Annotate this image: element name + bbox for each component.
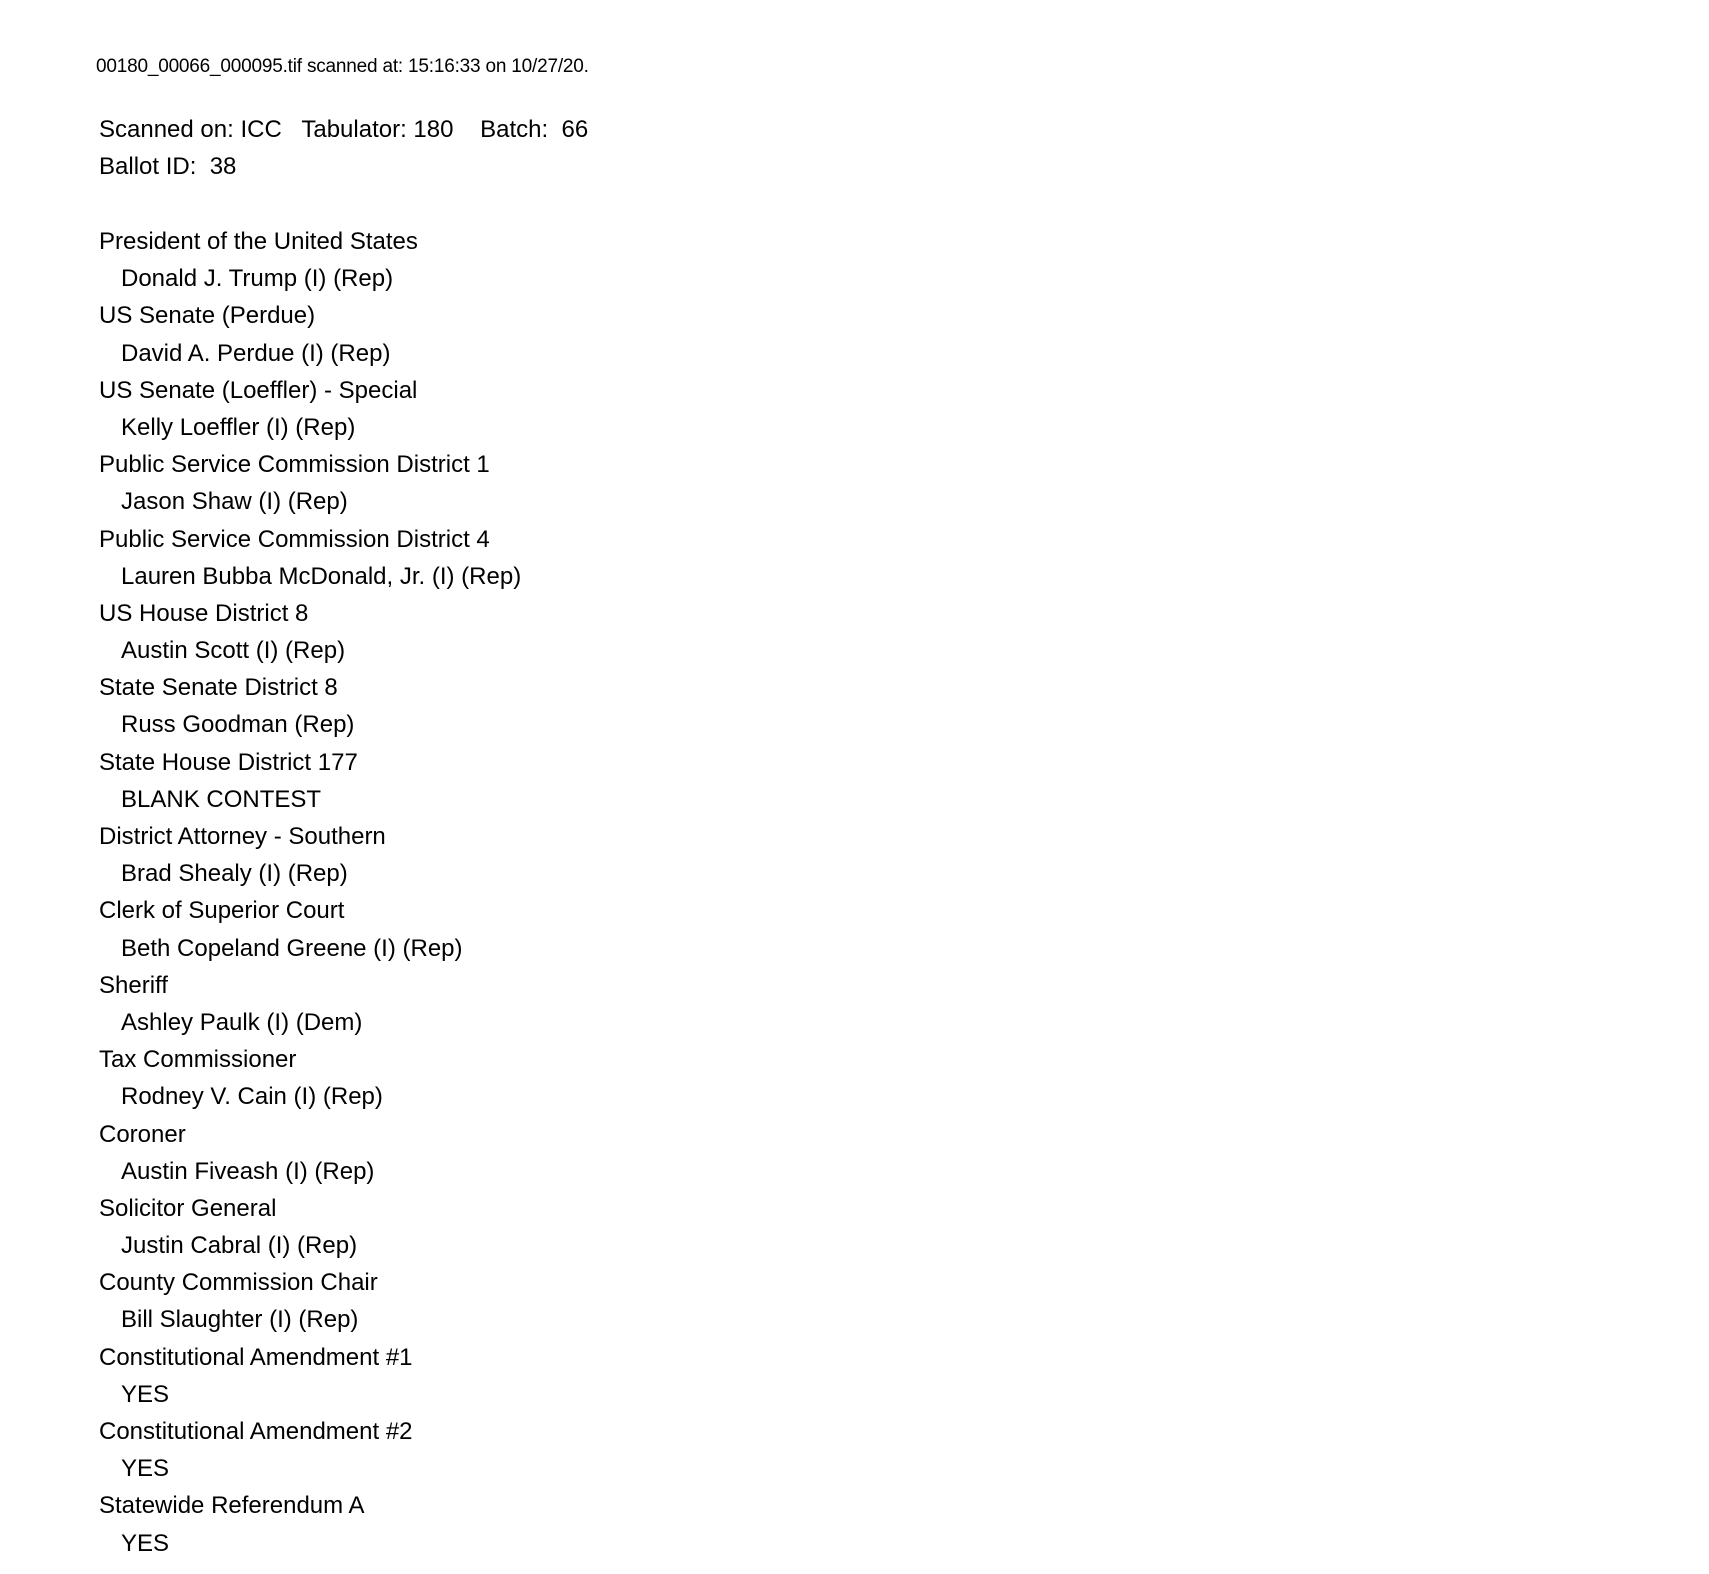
contest-selection: Jason Shaw (I) (Rep) xyxy=(121,488,348,516)
contest-selection: Lauren Bubba McDonald, Jr. (I) (Rep) xyxy=(121,562,522,590)
contest-selection: Ashley Paulk (I) (Dem) xyxy=(121,1008,363,1036)
contest-selection: Austin Fiveash (I) (Rep) xyxy=(121,1157,375,1185)
contest-title: US Senate (Perdue) xyxy=(99,302,316,330)
contest-title: District Attorney - Southern xyxy=(99,823,386,850)
contest-selection: BLANK CONTEST xyxy=(121,785,322,813)
contest-title: Public Service Commission District 1 xyxy=(99,451,490,479)
contest-list xyxy=(99,223,521,1562)
contest-selection: Bill Slaughter (I) (Rep) xyxy=(121,1306,359,1334)
contest-title: President of the United States xyxy=(99,228,418,255)
contest-selection: YES xyxy=(121,1529,170,1557)
contest-title: Sheriff xyxy=(99,971,168,999)
ballot-id: Ballot ID: 38 xyxy=(99,153,237,180)
contest-title: Statewide Referendum A xyxy=(99,1492,365,1520)
contest-selection: YES xyxy=(121,1455,170,1483)
contest-title: Constitutional Amendment #1 xyxy=(99,1343,413,1371)
contest-title: Clerk of Superior Court xyxy=(99,897,345,925)
contest-title: Public Service Commission District 4 xyxy=(99,525,490,553)
contest-selection: Donald J. Trump (I) (Rep) xyxy=(121,265,394,293)
contest-title: County Commission Chair xyxy=(99,1269,378,1297)
contest-title: Tax Commissioner xyxy=(99,1046,297,1074)
contest-title: US House District 8 xyxy=(99,599,309,627)
contest-title: Solicitor General xyxy=(99,1194,277,1222)
contest-selection: Justin Cabral (I) (Rep) xyxy=(121,1232,358,1260)
contest-selection: Beth Copeland Greene (I) (Rep) xyxy=(121,934,463,962)
contest-selection: YES xyxy=(121,1380,170,1408)
scan-header: 00180_00066_000095.tif scanned at: 15:16:33 on 10/27/20. xyxy=(96,56,589,77)
contest-title: Coroner xyxy=(99,1120,186,1148)
contest-title: Constitutional Amendment #2 xyxy=(99,1418,413,1445)
contest-title: State House District 177 xyxy=(99,748,358,776)
scan-info: Scanned on: ICC Tabulator: 180 Batch: 66 xyxy=(99,116,589,143)
contest-title: State Senate District 8 xyxy=(99,674,338,702)
contest-selection: David A. Perdue (I) (Rep) xyxy=(121,339,391,367)
contest-selection: Rodney V. Cain (I) (Rep) xyxy=(121,1083,383,1111)
contest-selection: Austin Scott (I) (Rep) xyxy=(121,637,346,665)
contest-selection: Russ Goodman (Rep) xyxy=(121,711,355,739)
contest-selection: Kelly Loeffler (I) (Rep) xyxy=(121,413,356,441)
contest-title: US Senate (Loeffler) - Special xyxy=(99,376,418,404)
contest-selection: Brad Shealy (I) (Rep) xyxy=(121,860,348,888)
